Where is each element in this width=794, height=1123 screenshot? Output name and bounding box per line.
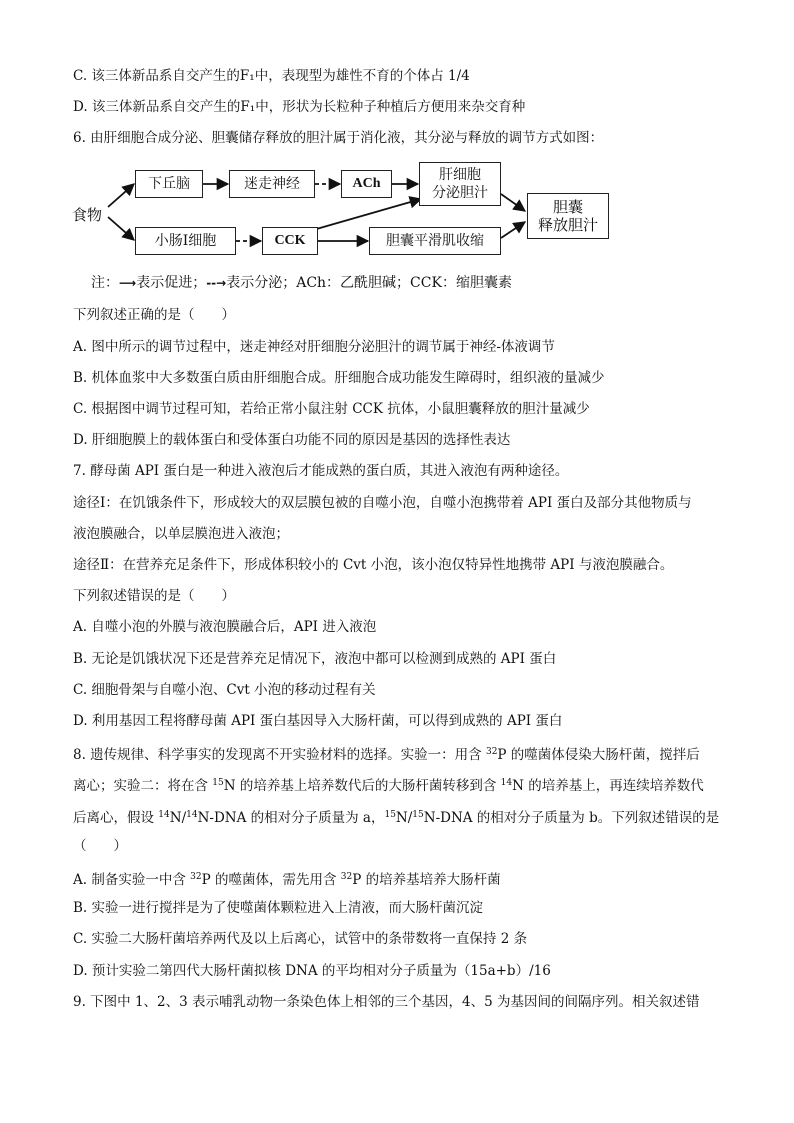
- gallbladder-line2: 释放胆汁: [537, 216, 598, 234]
- liver-cell-box: [419, 162, 501, 206]
- vagus-nerve-box: 迷走神经: [229, 170, 315, 198]
- solid-arrow-icon: ⟶: [119, 276, 137, 290]
- ach-box: ACh: [341, 170, 392, 198]
- q7-option-d: D. 利用基因工程将酵母菌 API 蛋白基因导入大肠杆菌，可以得到成熟的 API 蛋白: [73, 713, 563, 729]
- arrow-food-intestine: [108, 217, 134, 240]
- arrow-food-hypothalamus: [108, 184, 134, 207]
- q6-option-a: A. 图中所示的调节过程中，迷走神经对肝细胞分泌胆汁的调节属于神经-体液调节: [73, 339, 555, 355]
- liver-cell-line2: 分泌胆汁: [432, 185, 488, 201]
- q7-option-a: A. 自噬小泡的外膜与液泡膜融合后，API 进入液泡: [73, 619, 377, 635]
- dashed-arrow-icon: --→: [206, 276, 227, 290]
- q7-path2: 途径Ⅱ：在营养充足条件下，形成体积较小的 Cvt 小泡，该小泡仅特异性地携带 API 与液泡膜融合。: [73, 557, 674, 573]
- diagram-arrows: [0, 0, 794, 300]
- arrow-muscle-gallbladder: [501, 222, 525, 238]
- q7-prompt: 下列叙述错误的是（ ）: [73, 588, 235, 604]
- gallbladder-line1: 胆囊: [552, 198, 583, 216]
- liver-cell-line1: 肝细胞: [439, 167, 481, 183]
- q8-option-b: B. 实验一进行搅拌是为了使噬菌体颗粒进入上清液，而大肠杆菌沉淀: [73, 900, 484, 916]
- q7-path1-line1: 途径Ⅰ：在饥饿条件下，形成较大的双层膜包被的自噬小泡，自噬小泡携带着 API 蛋白及部分其他物质与: [73, 495, 692, 511]
- q8-option-a: A. 制备实验一中含 $^{32}$P 的噬菌体，需先用含 $^{32}$P 的培养基培养大肠杆菌: [73, 872, 501, 888]
- q6-option-d: D. 肝细胞膜上的载体蛋白和受体蛋白功能不同的原因是基因的选择性表达: [73, 432, 511, 448]
- cck-box: CCK: [262, 227, 318, 255]
- q7-option-b: B. 无论是饥饿状况下还是营养充足情况下，液泡中都可以检测到成熟的 API 蛋白: [73, 651, 557, 667]
- q7-path1-line2: 液泡膜融合，以单层膜泡进入液泡；: [73, 526, 289, 542]
- q6-option-c: C. 根据图中调节过程可知，若给正常小鼠注射 CCK 抗体，小鼠胆囊释放的胆汁量减少: [73, 401, 590, 417]
- q8-stem-line2: 离心；实验二：将在含 $^{15}$N 的培养基上培养数代后的大肠杆菌转移到含 $^{14}$N 的培养基上，再连续培养数代: [73, 778, 704, 794]
- q9-stem: 9. 下图中 1、2、3 表示哺乳动物一条染色体上相邻的三个基因，4、5 为基因间的间隔序列。相关叙述错: [73, 994, 700, 1010]
- diagram-note: [91, 272, 512, 292]
- q6-stem: 6. 由肝细胞合成分泌、胆囊储存释放的胆汁属于消化液，其分泌与释放的调节方式如图：: [73, 130, 604, 146]
- q7-stem: 7. 酵母菌 API 蛋白是一种进入液泡后才能成熟的蛋白质，其进入液泡有两种途径。: [73, 463, 569, 479]
- gallbladder-box: [527, 193, 609, 239]
- note-dashed: 表示分泌；ACh：乙酰胆碱；CCK：缩胆囊素: [226, 275, 512, 291]
- q5-option-d: D. 该三体新品系自交产生的F₁中，形状为长粒种子种植后方便用来杂交育种: [73, 99, 526, 115]
- note-solid: 表示促进；: [136, 275, 207, 291]
- q6-option-b: B. 机体血浆中大多数蛋白质由肝细胞合成。肝细胞合成功能发生障碍时，组织液的量减少: [73, 370, 605, 386]
- q5-option-c: C. 该三体新品系自交产生的F₁中，表现型为雄性不育的个体占 1/4: [73, 68, 470, 84]
- q8-option-c: C. 实验二大肠杆菌培养两代及以上后离心，试管中的条带数将一直保持 2 条: [73, 931, 528, 947]
- note-prefix: 注：: [91, 275, 119, 291]
- q7-option-c: C. 细胞骨架与自噬小泡、Cvt 小泡的移动过程有关: [73, 682, 376, 698]
- q8-stem-line1: 8. 遗传规律、科学事实的发现离不开实验材料的选择。实验一：用含 $^{32}$P 的噬菌体侵染大肠杆菌，搅拌后: [73, 747, 700, 763]
- q8-stem-line3: 后离心，假设 $^{14}$N/$^{14}$N-DNA 的相对分子质量为 a，$^{15}$N/$^{15}$N-DNA 的相对分子质量为 b。下列叙述错误的是: [73, 810, 720, 826]
- hypothalamus-box: 下丘脑: [135, 170, 203, 198]
- q8-answer-blank: （ ）: [73, 838, 127, 854]
- food-label: 食物: [72, 206, 103, 224]
- q8-option-d: D. 预计实验二第四代大肠杆菌拟核 DNA 的平均相对分子质量为（15a+b）/16: [73, 963, 551, 979]
- smooth-muscle-box: 胆囊平滑肌收缩: [369, 227, 501, 255]
- intestine-cell-box: 小肠Ⅰ细胞: [135, 227, 236, 255]
- q6-prompt: 下列叙述正确的是（ ）: [73, 307, 235, 323]
- arrow-liver-gallbladder: [501, 194, 525, 211]
